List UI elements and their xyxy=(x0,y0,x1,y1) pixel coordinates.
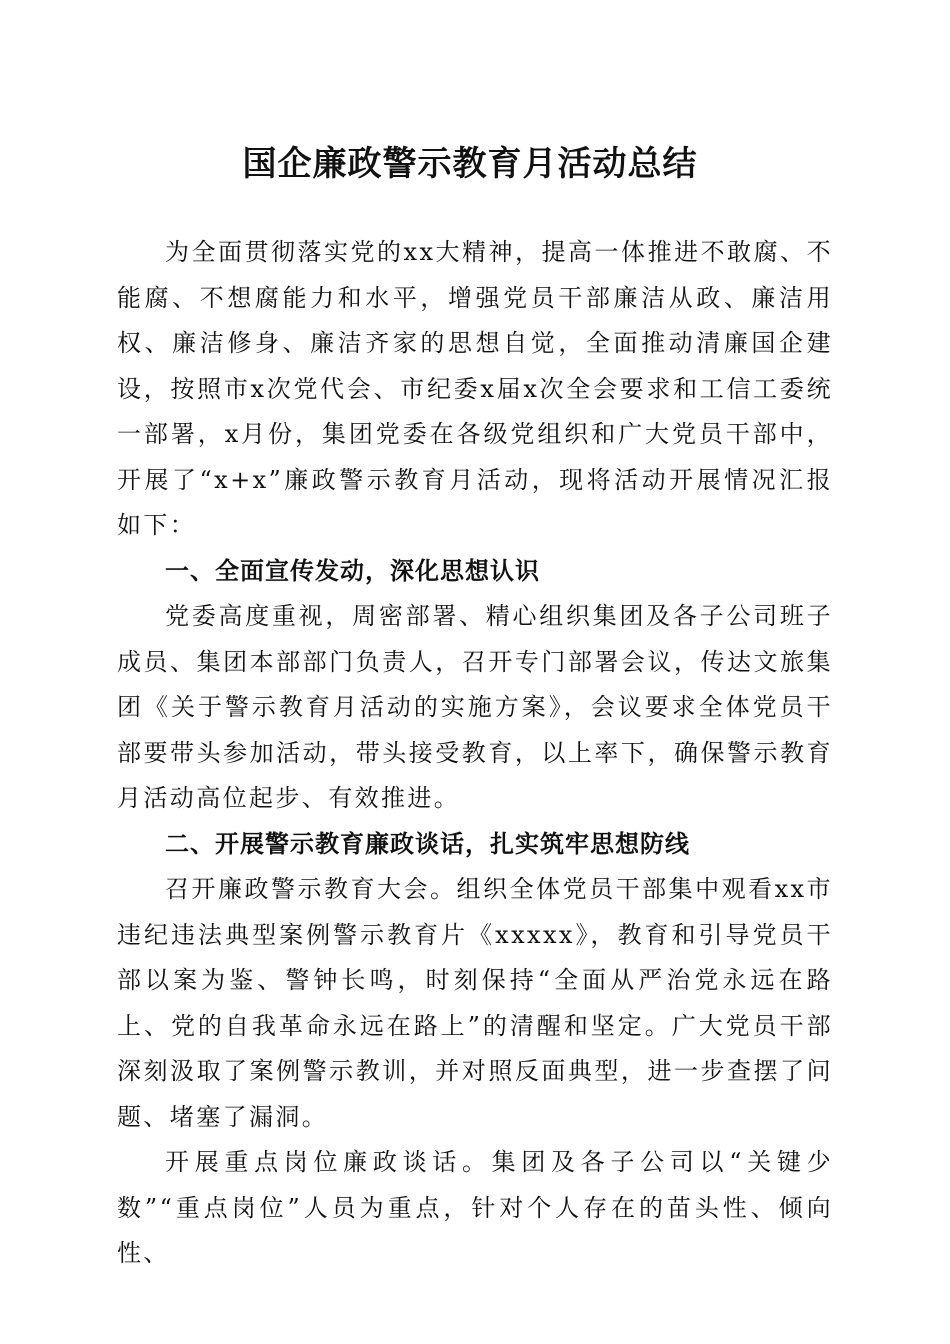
document-body xyxy=(117,230,833,1277)
section2-paragraph-1: 召开廉政警示教育大会。组织全体党员干部集中观看xx市违纪违法典型案例警示教育片《xxxxx》，教育和引导党员干部以案为鉴、警钟长鸣，时刻保持“全面从严治党永远在路上、党的自我革命永远在路上”的清醒和坚定。广大党员干部深刻汲取了案例警示教训，并对照反面典型，进一步查摆了问题、堵塞了漏洞。 xyxy=(117,875,833,1131)
section1-paragraph: 党委高度重视，周密部署、精心组织集团及各子公司班子成员、集团本部部门负责人，召开专门部署会议，传达文旅集团《关于警示教育月活动的实施方案》，会议要求全体党员干部要带头参加活动，带头接受教育，以上率下，确保警示教育月活动高位起步、有效推进。 xyxy=(117,602,833,812)
intro-paragraph: 为全面贯彻落实党的xx大精神，提高一体推进不敢腐、不能腐、不想腐能力和水平，增强党员干部廉洁从政、廉洁用权、廉洁修身、廉洁齐家的思想自觉，全面推动清廉国企建设，按照市x次党代会、市纪委x届x次全会要求和工信工委统一部署，x月份，集团党委在各级党组织和广大党员干部中，开展了“x+x”廉政警示教育月活动，现将活动开展情况汇报如下： xyxy=(117,238,833,539)
section-heading-2: 二、开展警示教育廉政谈话，扎实筑牢思想防线 xyxy=(165,829,690,858)
document-title: 国企廉政警示教育月活动总结 xyxy=(242,144,698,184)
section-heading-1: 一、全面宣传发动，深化思想认识 xyxy=(165,556,540,585)
section2-paragraph-2: 开展重点岗位廉政谈话。集团及各子公司以“关键少数”“重点岗位”人员为重点，针对个人存在的苗头性、倾向性、 xyxy=(117,1148,833,1267)
